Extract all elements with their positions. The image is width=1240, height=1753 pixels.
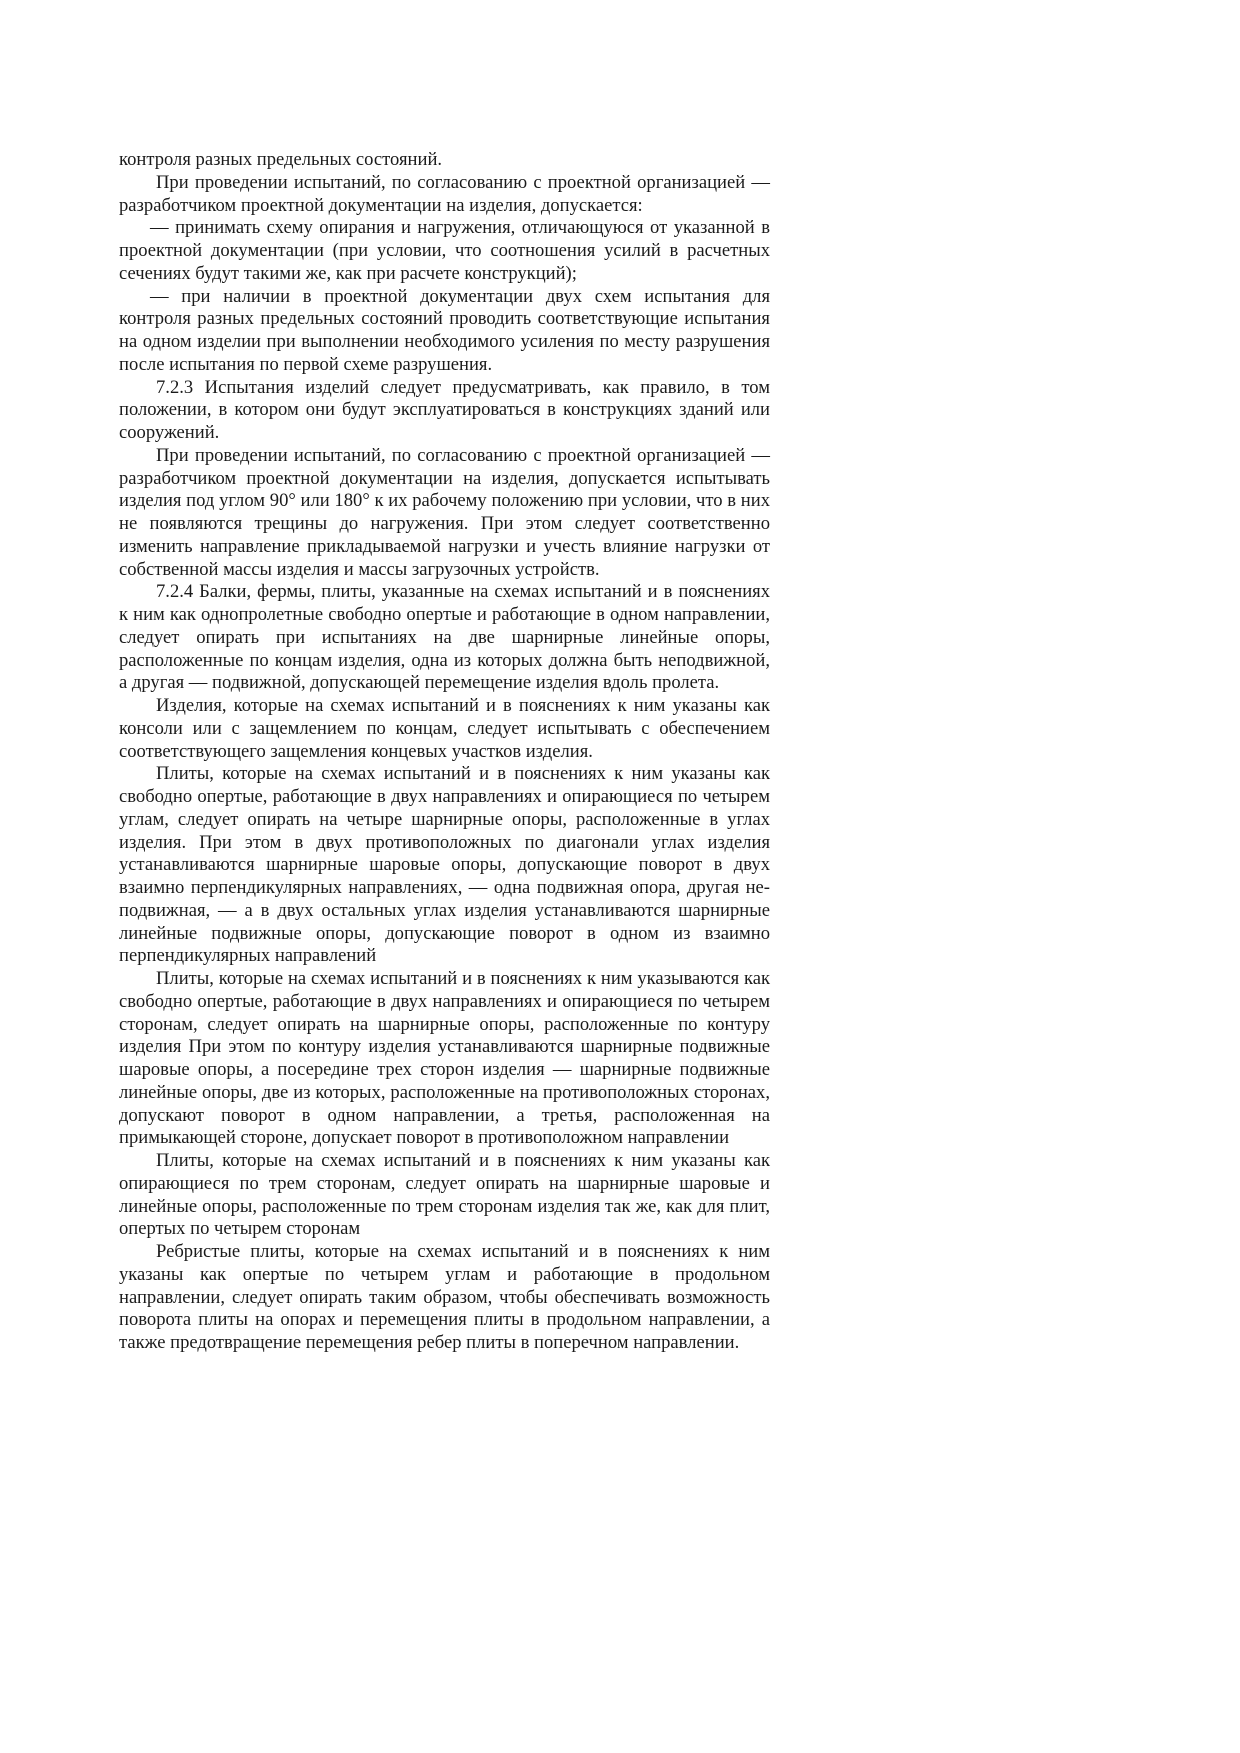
paragraph: При проведении испытаний, по согласованию с проектной организацией — разработчиком проектной документации на изделия, допускается: [119, 171, 770, 216]
paragraph: Плиты, которые на схемах испытаний и в пояснениях к ним указываются как свободно опертые, работающие в двух направлениях и опирающиеся по четырем сторонам, следует опирать на шарнирные опоры, расположенные по контуру изделия При этом по контуру изделия устанавливаются шарнирные подвижные шаровые опоры, а посередине трех сторон изделия — шарнирные подвижные линейные опоры, две из которых, расположенные на противоположных сторонах, допускают поворот в одном направлении, а третья, расположенная на примыкающей стороне, допускает поворот в противоположном направлении [119, 968, 770, 1149]
paragraph: 7.2.4 Балки, фермы, плиты, указанные на схемах испытаний и в пояснениях к ним как однопролетные свободно опертые и работающие в одном направлении, следует опирать при испытаниях на две шарнирные линейные опоры, расположенные по концам изделия, одна из которых должна быть неподвижной, а другая — подвижной, допускающей перемещение изделия вдоль пролета. [119, 581, 770, 694]
paragraph: Изделия, которые на схемах испытаний и в пояснениях к ним указаны как консоли или с защемлением по концам, следует испытывать с обеспечением соответствующего защемления концевых участков изделия. [119, 695, 770, 762]
list-item: — при наличии в проектной документации двух схем испытания для контроля разных предельных состояний проводить соответствующие испытания на одном изделии при выполнении необходимого усиления по месту разрушения после испытания по первой схеме разрушения. [119, 285, 770, 375]
paragraph: Плиты, которые на схемах испытаний и в пояснениях к ним указаны как свободно опертые, работающие в двух направлениях и опирающиеся по четырем углам, следует опирать на четыре шарнирные опоры, расположенные в углах изделия. При этом в двух противоположных по диагонали углах изделия устанавливаются шарнирные шаровые опоры, допускающие поворот в двух взаимно перпендикулярных направлениях, — одна подвижная опора, другая неподвижная, — а в двух остальных углах изделия устанавливаются шарнирные линейные подвижные опоры, допускающие поворот в одном из взаимно перпендикулярных направлений [119, 763, 770, 967]
paragraph: 7.2.3 Испытания изделий следует предусматривать, как правило, в том положении, в котором они будут эксплуатироваться в конструкциях зданий или сооружений. [119, 376, 770, 443]
paragraph: контроля разных предельных состояний. [119, 149, 443, 170]
paragraph: Ребристые плиты, которые на схемах испытаний и в пояснениях к ним указаны как опертые по четырем углам и работающие в продольном направлении, следует опирать таким образом, чтобы обеспечивать возможность поворота плиты на опорах и перемещения плиты в продольном направлении, а также предотвращение перемещения ребер плиты в поперечном направлении. [119, 1241, 770, 1353]
paragraph: Плиты, которые на схемах испытаний и в пояснениях к ним указаны как опирающиеся по трем сторонам, следует опирать на шарнирные шаровые и линейные опоры, расположенные по трем сторонам изделия так же, как для плит, опертых по четырем сторонам [119, 1150, 770, 1240]
document-body [119, 149, 770, 1355]
paragraph: При проведении испытаний, по согласованию с проектной организацией — разработчиком проектной документации на изделия, допускается испытывать изделия под углом 90° или 180° к их рабочему положению при условии, что в них не появляются трещины до нагружения. При этом следует соответственно изменить направление прикладываемой нагрузки и учесть влияние нагрузки от собственной массы изделия и массы загрузочных устройств. [119, 444, 770, 580]
list-item: — принимать схему опирания и нагружения, отличающуюся от указанной в проектной документации (при условии, что соотношения усилий в расчетных сечениях будут такими же, как при расчете конструкций); [119, 217, 770, 284]
